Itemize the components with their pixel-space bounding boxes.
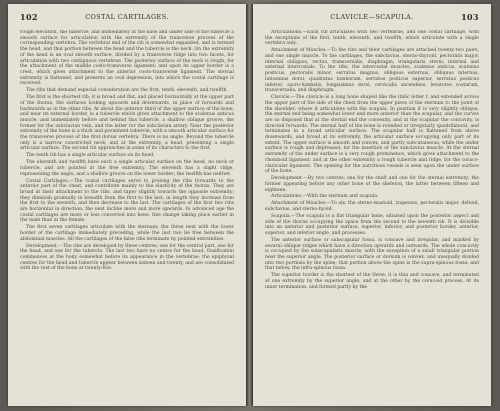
right-page-header [265,12,479,24]
left-page-body [20,30,234,400]
paragraph: Articulations.—With the sternum and scapula. [271,194,379,200]
paragraph: The first seven cartilages articulate with the sternum; the three next with the lower border of the cartilage immediately preceding, while the last two lie free between the abdominal muscles. All the cartilages of the false ribs terminate by pointed extremities. [20,225,234,242]
paragraph: The eleventh and twelfth have each a single articular surface on the head, no neck or tubercle, and are pointed at the free extremity. The eleventh has a slight ridge, representing the angle, and a shallow groove on the lower border; the twelfth has neither. [20,160,234,177]
left-page [8,4,246,406]
book-spine [246,4,253,406]
paragraph: Articulations.—Each rib articulates with two vertebrae, and one costal cartilage, with the exceptions of the first, tenth, eleventh, and twelfth, which articulate with a single vertebra only. [265,30,479,47]
paragraph: The anterior surface or subscapular fossa, is concave and irregular, and marked by several oblique ridges which have a direction upwards and outwards. The whole concavity is occupied by the subscapularis muscle, with the exception of a small triangular portion near the superior angle. The posterior surface or dorsum is convex, and unequally divided into two portions by the spine; that portion above the spine is the supra-spinous fossa; and that below, the infra-spinous fossa. [265,237,479,272]
running-head: CLAVICLE—SCAPULA. [330,13,414,21]
left-page-header [20,12,234,24]
paragraph: The ribs that demand especial consideration are the first, tenth, eleventh, and twelfth. [26,88,228,94]
page-number: 103 [461,12,479,22]
right-page [253,4,491,406]
page-number: 102 [20,12,38,22]
paragraph: rough elevation, the tubercle; and immediately at the base and under side of the tubercle a smooth surface for articulation with the extremity of the transverse process of the corresponding vertebra. The vertebral end of the rib is somewhat expanded, and is termed the head, and that portion between the head and the tubercle is the neck. On the extremity of the head is an oval smooth surface, divided by a transverse ridge into two facets, for articulation with two contiguous vertebrae. The posterior surface of the neck is rough, for the attachment of the middle costo-transverse ligament; and upon its upper border is a crest, which gives attachment to the anterior costo-transverse ligament. The sternal extremity is flattened, and presents an oval depression, into which the costal cartilage is received. [20,30,234,87]
paragraph: Development.—By two centres; one for the shaft and one for the sternal extremity; the former appearing before any other bone of the skeleton, the latter between fifteen and eighteen. [265,176,479,193]
paragraph: Scapula.—The scapula is a flat triangular bone, situated upon the posterior aspect and side of the thorax occupying the space from the second to the seventh rib. It is divisible into an anterior and posterior surface, superior, inferior, and posterior border, anterior, superior, and inferior angle, and processes. [265,213,479,237]
running-head: COSTAL CARTILAGES. [85,13,169,21]
paragraph: Attachment of Muscles.—To the ribs and their cartilages are attached twenty-two pairs, and one single muscle. To the cartilages, the subclavius, sterno-thyroid, pectoralis major, internal obliquus, rectus, transversalis, diaphragm, triangularis sterni, internal and external intercostals. To the ribs, the intercostal muscles, scalenus anticus, scalenus posticus, pectoralis minor, serratus magnus, obliquus externus, obliquus internus, latissimus dorsi, quadratus lumborum, serratus posticus superior, serratus posticus inferior, sacro-lumbalis, longissimus dorsi, cervicalis ascendens, levatores costarum, transversalis, and diaphragm. [265,48,479,94]
paragraph: The superior border is the shortest of the three; it is thin and concave, and terminated at one extremity by the superior angle, and at the other by the coracoid process. At its inner termination, and formed partly by the [265,273,479,290]
paragraph: Clavicle.—The clavicle is a long bone shaped like the italic letter f, and extended across the upper part of the side of the chest from the upper piece of the sternum to the point of the shoulder, where it articulates with the scapula. In position it is very slightly oblique, the sternal end being somewhat lower and more anterior than the scapular, and the curves are so disposed that at the sternal end the convexity, and at the scapular the concavity, is directed forwards. The sternal half of the bone is rounded or irregularly quadrilateral, and terminates in a broad articular surface. The scapular half is flattened from above downwards, and broad at its extremity, the articular surface occupying only part of its extent. The upper surface is smooth and convex, and partly subcutaneous; while the under surface is rough and depressed, for the insertion of the subclavius muscle. At the sternal extremity of the under surface is a very rough prominence, which gives attachment to the rhomboid ligament; and at the other extremity a rough tubercle and ridge, for the coraco-clavicular ligament. The opening for the nutritious vessels is seen upon the under surface of the bone. [265,95,479,175]
paragraph: Costal Cartilages.—The costal cartilages serve to prolong the ribs forwards to the anterior part of the chest, and contribute mainly to the elasticity of the thorax. They are broad at their attachment to the ribs, and taper slightly towards the opposite extremity; they diminish gradually in breadth from the first to the last; in length they increase from the first to the seventh, and then decrease to the last. The cartilages of the first two ribs are horizontal in direction, the next incline more and more upwards. In advanced age the costal cartilages are more or less converted into bone, this change taking place earlier in the male than in the female. [20,178,234,224]
right-page-body [265,30,479,400]
paragraph: The tenth rib has a single articular surface on its head. [26,153,155,159]
paragraph: The first is the shortest rib; it is broad and flat, and placed horizontally at the upper part of the thorax, the surfaces looking upwards and downwards, in place of forwards and backwards as in the other ribs. At about the anterior third of the upper surface of the bone, and near its external border, is a tubercle which gives attachment to the scalenus anticus muscle, and immediately before and behind this tubercle, a shallow oblique groove, the former for the subclavian vein, and the latter for the subclavian artery. Near the posterior extremity of the bone is a thick and prominent tubercle, with a smooth articular surface for the transverse process of the first dorsal vertebra. There is no angle. Beyond the tubercle only is a narrow constricted neck; and at the extremity, a head, presenting a single articular surface. The second rib approaches in some of its characters to the first. [20,95,234,152]
paragraph: Development.—The ribs are developed by three centres; one for the central part, one for the head, and one for the tubercle. The last two have no centre for the head. Ossification commences at the body somewhat before its appearance in the vertebrae; the epiphysal centres for the head and tubercle appear between sixteen and twenty, and are consolidated with the rest of the bone at twenty-five. [20,243,234,272]
paragraph: Attachment of Muscles.—To six: the sterno-mastoid, trapezius, pectoralis major, deltoid, subclavius, and sterno-hyoid. [265,201,479,213]
